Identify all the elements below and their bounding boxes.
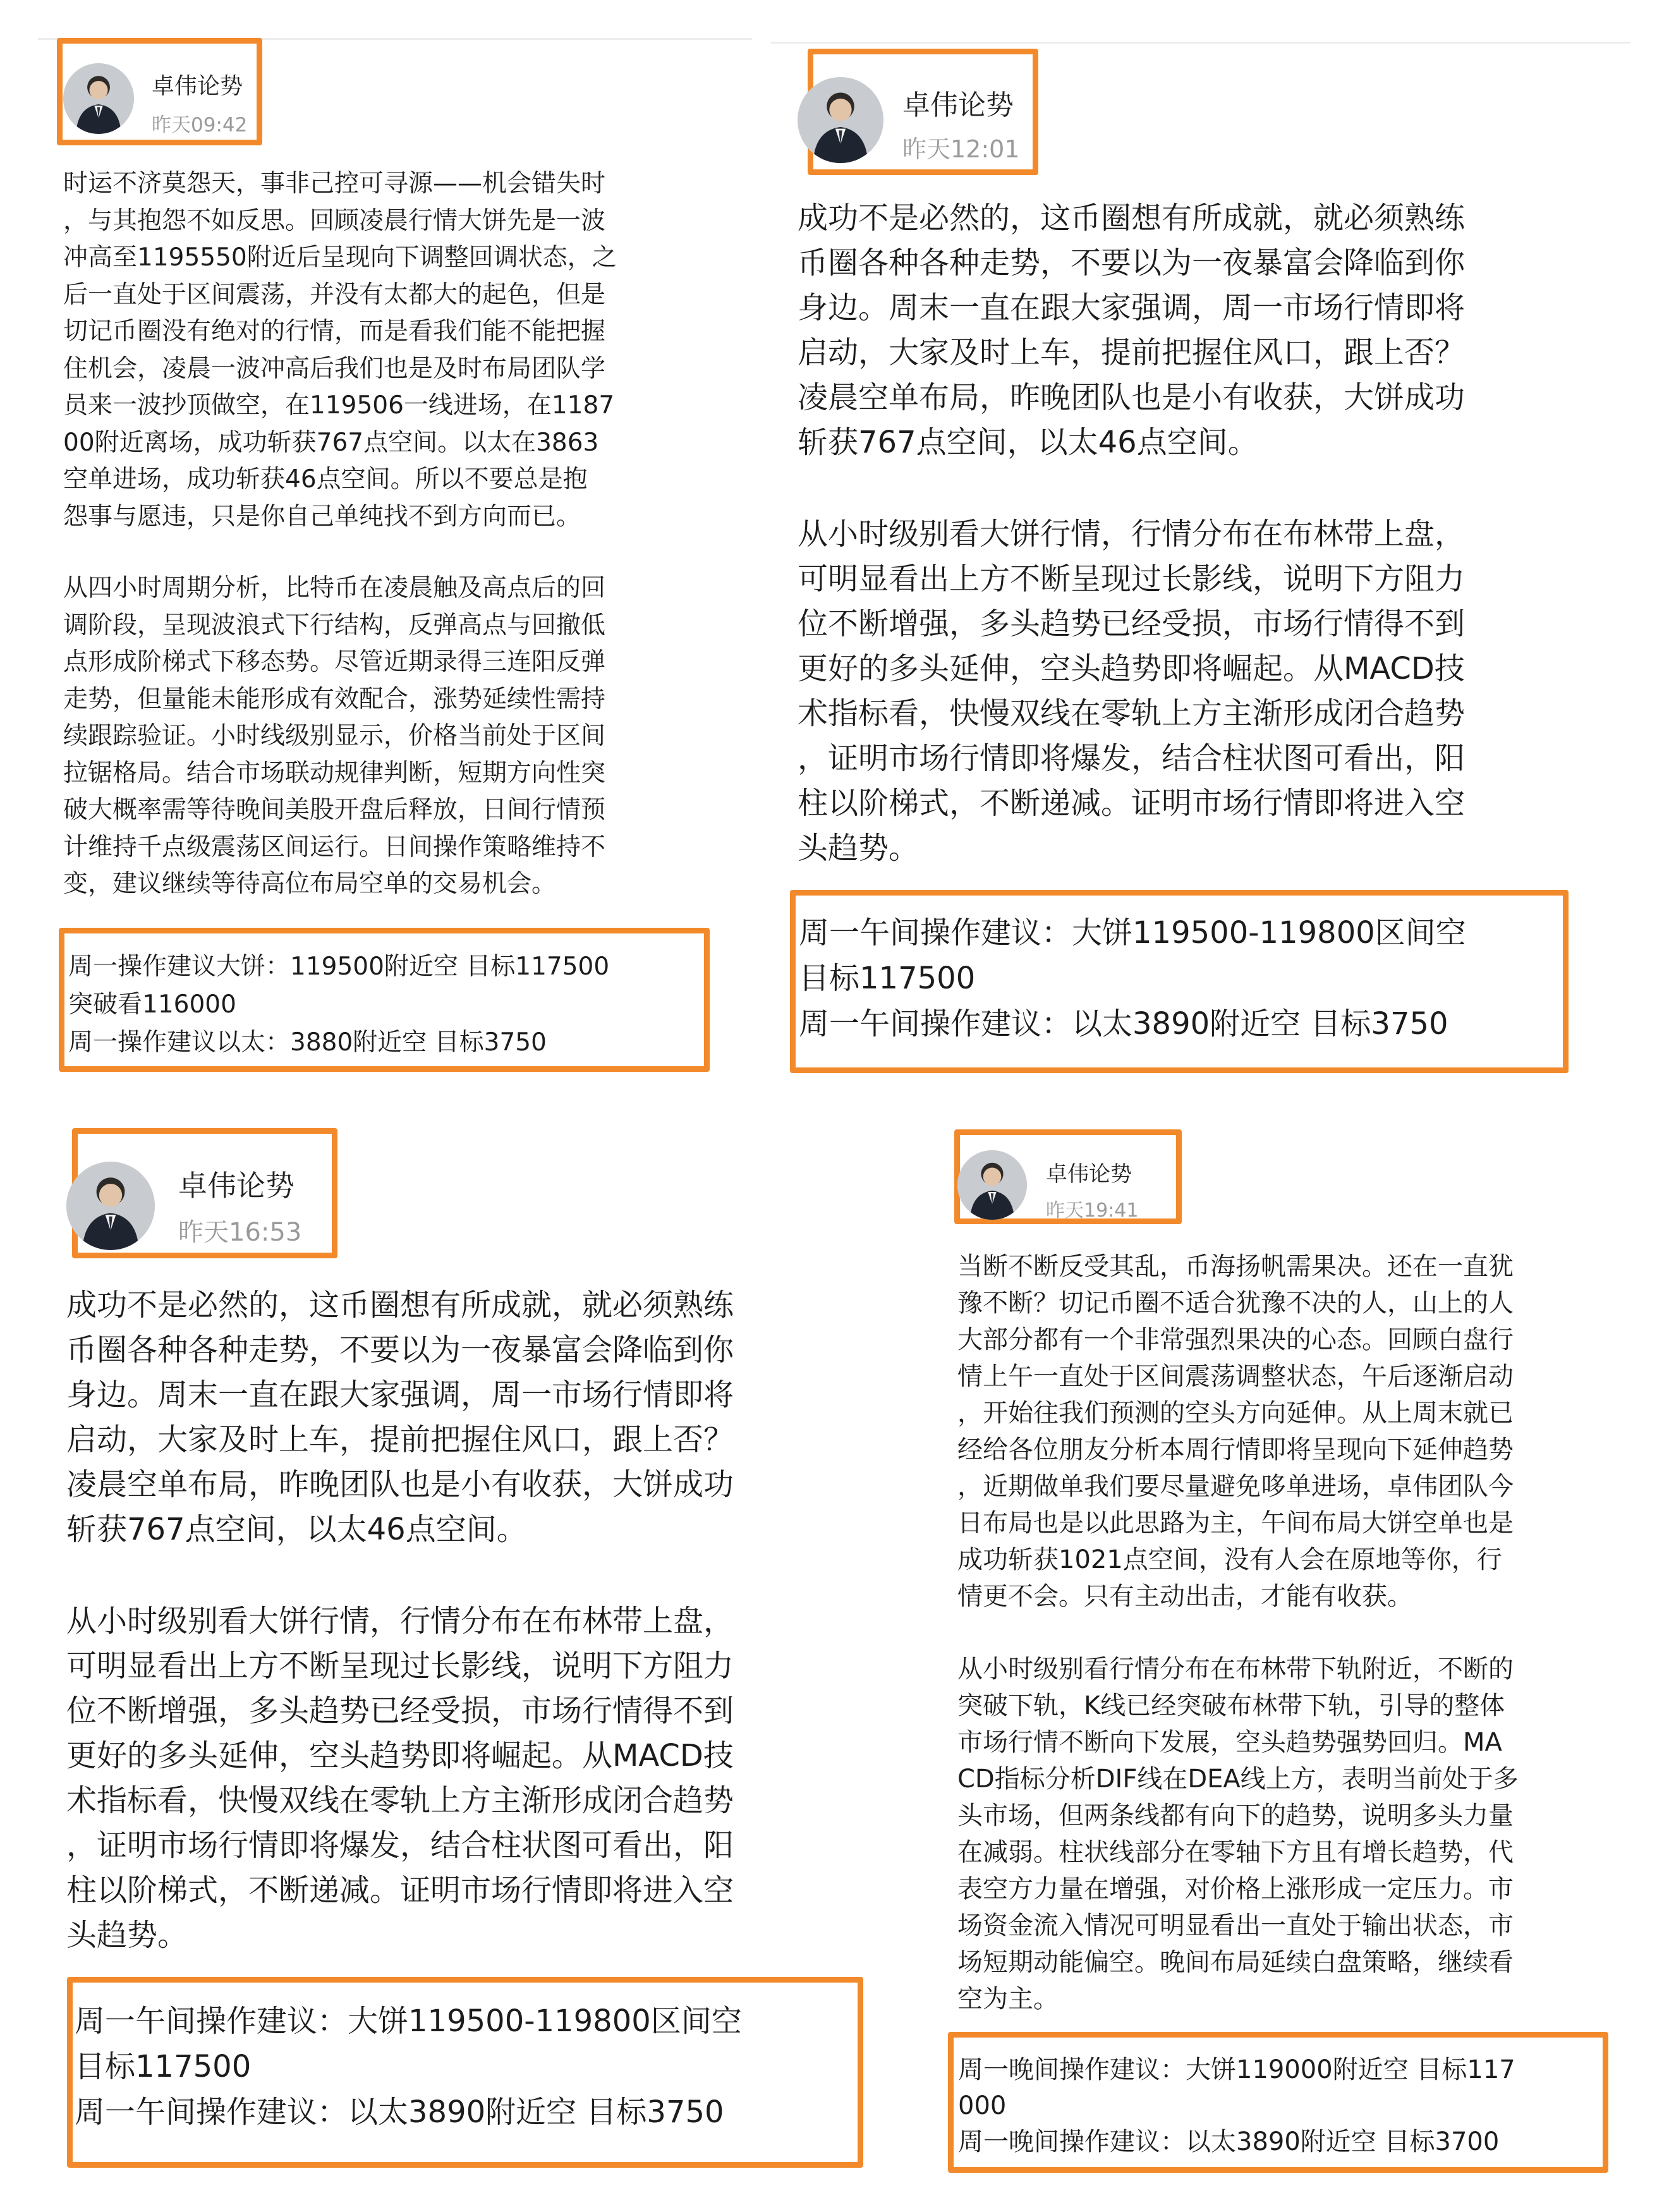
top-divider-right [771, 42, 1630, 44]
text-line: 日布局也是以此思路为主，午间布局大饼空单也是 [957, 1509, 1514, 1538]
text-line: 头趋势。 [798, 830, 919, 866]
text-line: 周一午间操作建议：以太3890附近空 目标3750 [75, 2094, 724, 2130]
text-line: 计维持千点级震荡区间运行。日间操作策略维持不 [63, 832, 606, 861]
text-line: 凌晨空单布局，昨晚团队也是小有收获，大饼成功 [798, 380, 1466, 415]
text-line: 术指标看，快慢双线在零轨上方主渐形成闭合趋势 [66, 1783, 734, 1818]
text-line: 调阶段，呈现波浪式下行结构，反弹高点与回撤低 [63, 611, 606, 640]
text-line: 周一午间操作建议：以太3890附近空 目标3750 [799, 1006, 1448, 1042]
text-line: 走势，但量能未能形成有效配合，涨势延续性需持 [63, 684, 606, 714]
text-line: 怨事与愿违，只是你自己单纯找不到方向而已。 [63, 502, 581, 531]
post-paragraph-2 [63, 570, 752, 903]
text-line: 切记币圈没有绝对的行情，而是看我们能不能把握 [63, 317, 606, 346]
text-line: 周一午间操作建议：大饼119500-119800区间空 [75, 2003, 742, 2039]
person-in-suit-icon [63, 63, 134, 134]
text-line: 从四小时周期分析，比特币在凌晨触及高点后的回 [63, 574, 606, 602]
text-line: 时运不济莫怨天，事非己控可寻源——机会错失时 [63, 169, 606, 198]
text-line: 更好的多头延伸，空头趋势即将崛起。从MACD技 [798, 651, 1465, 686]
text-line: 周一操作建议大饼：119500附近空 目标117500 [68, 952, 610, 981]
text-line: 周一午间操作建议：大饼119500-119800区间空 [799, 915, 1466, 951]
text-line: 市场行情不断向下发展，空头趋势强势回归。MA [957, 1728, 1502, 1757]
text-line: 00附近离场，成功斩获767点空间。以太在3863 [63, 428, 599, 457]
text-line: 拉锯格局。结合市场联动规律判断，短期方向性突 [63, 758, 606, 787]
text-line: ，证明市场行情即将爆发，结合柱状图可看出，阳 [798, 741, 1466, 776]
text-line: 空为主。 [957, 1984, 1059, 2014]
trade-advice [68, 948, 703, 1062]
text-line: 豫不断？切记币圈不适合犹豫不决的人，山上的人 [957, 1289, 1514, 1318]
text-line: 周一晚间操作建议：大饼119000附近空 目标117 [958, 2055, 1515, 2084]
text-line: 变，建议继续等待高位布局空单的交易机会。 [63, 870, 557, 898]
avatar[interactable] [957, 1150, 1027, 1220]
text-line: 情更不会。只有主动出击，才能有收获。 [957, 1582, 1412, 1611]
avatar[interactable] [63, 63, 134, 134]
text-line: 目标117500 [799, 961, 976, 996]
text-line: 当断不断反受其乱，币海扬帆需果决。还在一直犹 [957, 1252, 1514, 1281]
text-line: 周一晚间操作建议：以太3890附近空 目标3700 [958, 2127, 1500, 2156]
text-line: 成功不是必然的，这币圈想有所成就，就必须熟练 [66, 1287, 734, 1323]
post-time: 昨天16:53 [178, 1218, 302, 1247]
text-line: 币圈各种各种走势，不要以为一夜暴富会降临到你 [798, 245, 1466, 281]
trade-advice [958, 2052, 1603, 2160]
text-line: 周一操作建议以太：3880附近空 目标3750 [68, 1028, 547, 1057]
text-line: 柱以阶梯式，不断递减。证明市场行情即将进入空 [798, 786, 1466, 821]
text-line: 凌晨空单布局，昨晚团队也是小有收获，大饼成功 [66, 1467, 734, 1502]
text-line: 斩获767点空间，以太46点空间。 [798, 425, 1258, 460]
text-line: 头市场，但两条线都有向下的趋势，说明多头力量 [957, 1801, 1514, 1830]
text-line: 术指标看，快慢双线在零轨上方主渐形成闭合趋势 [798, 696, 1466, 731]
text-line: 可明显看出上方不断呈现过长影线，说明下方阻力 [798, 561, 1466, 597]
text-line: 币圈各种各种走势，不要以为一夜暴富会降临到你 [66, 1332, 734, 1368]
text-line: ，与其抱怨不如反思。回顾凌晨行情大饼先是一波 [63, 206, 606, 235]
text-line: 在减弱。柱状线部分在零轴下方且有增长趋势，代 [957, 1838, 1514, 1867]
text-line: 点形成阶梯式下移态势。尽管近期录得三连阳反弹 [63, 648, 606, 676]
post-paragraph-2 [798, 512, 1632, 871]
author-name[interactable]: 卓伟论势 [178, 1169, 294, 1203]
text-line: 空单进场，成功斩获46点空间。所以不要总是抱 [63, 465, 588, 494]
text-line: 更好的多头延伸，空头趋势即将崛起。从MACD技 [66, 1738, 734, 1773]
text-line: 突破下轨，K线已经突破布林带下轨，引导的整体 [957, 1691, 1505, 1720]
text-line: 员来一波抄顶做空，在119506一线进场，在1187 [63, 391, 615, 420]
avatar[interactable] [798, 77, 883, 163]
text-line: 身边。周末一直在跟大家强调，周一市场行情即将 [66, 1377, 734, 1413]
post-paragraph-2 [957, 1651, 1627, 2017]
post-paragraph-1 [63, 166, 752, 535]
text-line: ，开始往我们预测的空头方向延伸。从上周末就已 [957, 1399, 1514, 1428]
text-line: 启动，大家及时上车，提前把握住风口，跟上否？ [798, 335, 1466, 370]
trade-advice [75, 1998, 857, 2135]
text-line: 情上午一直处于区间震荡调整状态，午后逐渐启动 [957, 1362, 1514, 1391]
text-line: 突破看116000 [68, 990, 236, 1019]
post-time: 昨天19:41 [1046, 1200, 1139, 1222]
text-line: 表空方力量在增强，对价格上涨形成一定压力。市 [957, 1875, 1514, 1904]
avatar[interactable] [66, 1162, 155, 1250]
author-name[interactable]: 卓伟论势 [902, 89, 1014, 121]
post-paragraph-1 [798, 196, 1632, 465]
text-line: 成功不是必然的，这币圈想有所成就，就必须熟练 [798, 200, 1466, 236]
text-line: 从小时级别看行情分布在布林带下轨附近，不断的 [957, 1655, 1514, 1684]
person-in-suit-icon [66, 1162, 155, 1250]
text-line: 可明显看出上方不断呈现过长影线，说明下方阻力 [66, 1648, 734, 1684]
text-line: 从小时级别看大饼行情，行情分布在布林带上盘， [798, 516, 1466, 552]
text-line: 启动，大家及时上车，提前把握住风口，跟上否？ [66, 1422, 734, 1457]
text-line: ，证明市场行情即将爆发，结合柱状图可看出，阳 [66, 1828, 734, 1863]
text-line: 后一直处于区间震荡，并没有太都大的起色，但是 [63, 280, 606, 309]
text-line: 000 [958, 2091, 1007, 2120]
trade-advice [799, 910, 1562, 1047]
text-line: 续跟踪验证。小时线级别显示，价格当前处于区间 [63, 722, 606, 750]
text-line: 柱以阶梯式，不断递减。证明市场行情即将进入空 [66, 1873, 734, 1908]
person-in-suit-icon [798, 77, 883, 163]
text-line: 场短期动能偏空。晚间布局延续白盘策略，继续看 [957, 1948, 1514, 1977]
text-line: 从小时级别看大饼行情，行情分布在布林带上盘， [66, 1603, 734, 1639]
text-line: 身边。周末一直在跟大家强调，周一市场行情即将 [798, 290, 1466, 325]
text-line: 成功斩获1021点空间，没有人会在原地等你，行 [957, 1545, 1502, 1574]
text-line: 住机会，凌晨一波冲高后我们也是及时布局团队学 [63, 354, 606, 383]
text-line: CD指标分析DIF线在DEA线上方，表明当前处于多 [957, 1765, 1519, 1794]
post-paragraph-1 [66, 1283, 901, 1552]
text-line: 位不断增强，多头趋势已经受损，市场行情得不到 [66, 1693, 734, 1729]
text-line: 头趋势。 [66, 1917, 188, 1953]
text-line: 大部分都有一个非常强烈果决的心态。回顾白盘行 [957, 1325, 1514, 1354]
person-in-suit-icon [957, 1150, 1027, 1220]
post-paragraph-2 [66, 1599, 901, 1958]
author-name[interactable]: 卓伟论势 [152, 73, 243, 99]
text-line: 位不断增强，多头趋势已经受损，市场行情得不到 [798, 606, 1466, 641]
text-line: 破大概率需等待晚间美股开盘后释放，日间行情预 [63, 796, 606, 824]
text-line: 目标117500 [75, 2049, 252, 2084]
post-paragraph-1 [957, 1248, 1627, 1615]
text-line: 冲高至1195550附近后呈现向下调整回调状态，之 [63, 243, 617, 272]
text-line: 经给各位朋友分析本周行情即将呈现向下延伸趋势 [957, 1435, 1514, 1464]
author-name[interactable]: 卓伟论势 [1046, 1162, 1132, 1187]
post-time: 昨天09:42 [152, 114, 248, 137]
text-line: ，近期做单我们要尽量避免哆单进场，卓伟团队今 [957, 1472, 1514, 1501]
post-time: 昨天12:01 [902, 135, 1020, 163]
text-line: 场资金流入情况可明显看出一直处于输出状态，市 [957, 1911, 1514, 1940]
text-line: 斩获767点空间，以太46点空间。 [66, 1512, 527, 1547]
